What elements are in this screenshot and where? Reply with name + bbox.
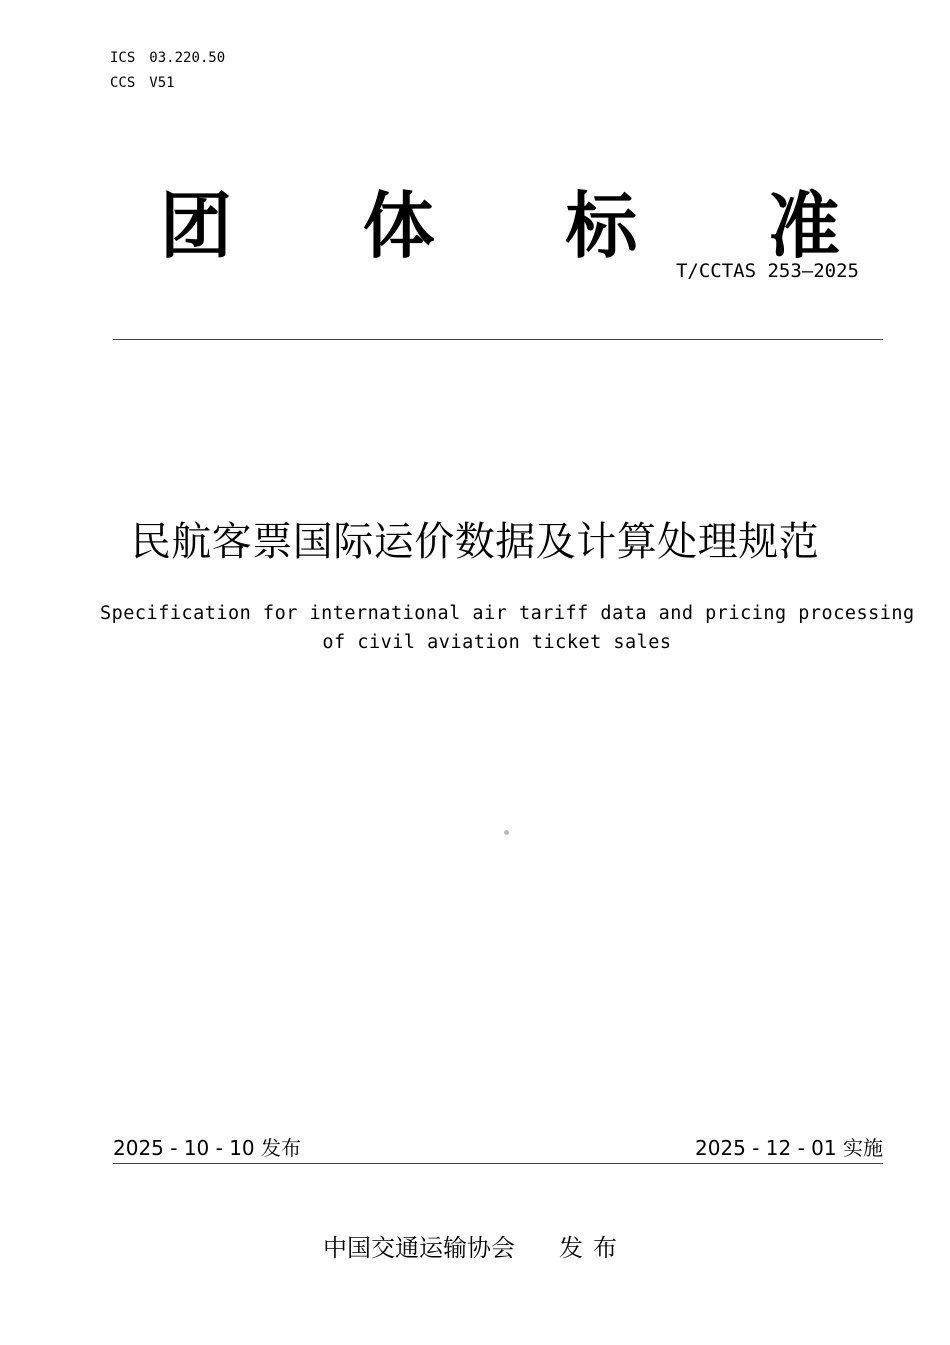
standard-type-char: 团 (160, 184, 233, 268)
standard-type-char: 准 (767, 184, 840, 268)
publisher-name: 中国交通运输协会 (323, 1234, 515, 1262)
publisher-line (0, 1228, 950, 1263)
ics-value: 03.220.50 (149, 50, 226, 66)
implement-date: 2025 - 12 - 01 实施 (694, 1136, 883, 1160)
english-title (100, 599, 915, 657)
standard-type-heading (160, 184, 840, 268)
standard-type-char: 标 (565, 184, 638, 268)
ccs-value: V51 (149, 75, 175, 91)
ccs-code-row (110, 71, 225, 96)
bottom-divider (113, 1163, 883, 1164)
english-title-line-1: Specification for international air tariff data and pricing processing (100, 603, 915, 624)
chinese-title: 民航客票国际运价数据及计算处理规范 (130, 519, 820, 565)
ics-code-row (110, 46, 225, 71)
dot-mark (504, 830, 509, 835)
english-title-line-2: of civil aviation ticket sales (322, 632, 672, 653)
ics-label: ICS (110, 50, 136, 66)
classification-codes (110, 46, 225, 96)
standard-type-char: 体 (362, 184, 435, 268)
standard-number: T/CCTAS 253—2025 (675, 260, 859, 282)
issue-label: 发布 (559, 1234, 627, 1262)
publish-date: 2025 - 10 - 10 发布 (113, 1136, 302, 1160)
top-divider (113, 339, 883, 340)
ccs-label: CCS (110, 75, 136, 91)
